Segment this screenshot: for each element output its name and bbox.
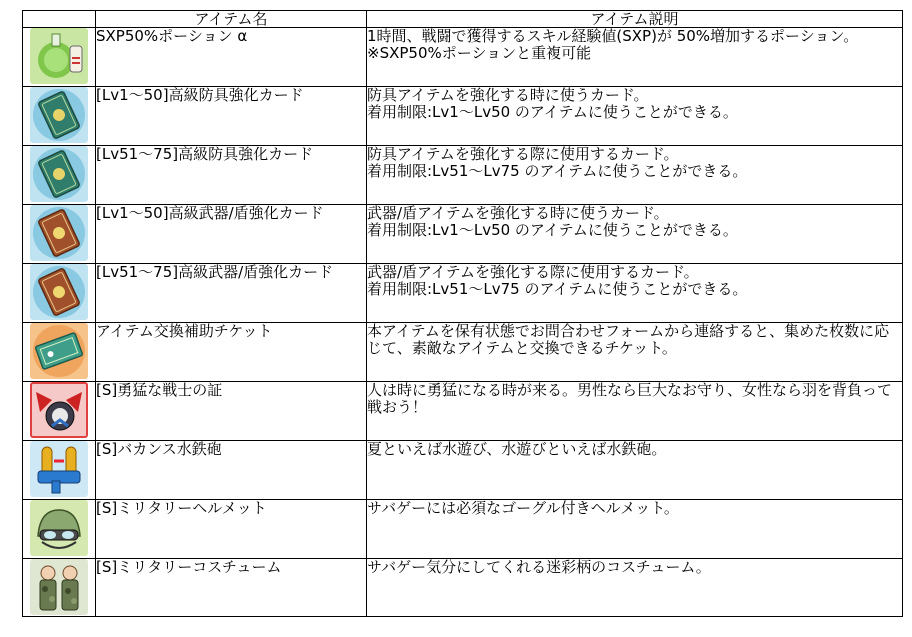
table-row bbox=[23, 146, 903, 205]
item-description: 武器/盾アイテムを強化する時に使うカード。 着用制限:Lv1～Lv50 のアイテムに使うことができる。 bbox=[367, 205, 903, 264]
potion-icon bbox=[30, 28, 88, 84]
table-row bbox=[23, 559, 903, 617]
header-icon-cell bbox=[23, 11, 96, 28]
warrior-badge-icon bbox=[30, 382, 88, 438]
item-name: [S]ミリタリーヘルメット bbox=[96, 500, 367, 559]
item-description: 夏といえば水遊び、水遊びといえば水鉄砲。 bbox=[367, 441, 903, 500]
item-description: 人は時に勇猛になる時が来る。男性なら巨大なお守り、女性なら羽を背負って戦おう！ bbox=[367, 382, 903, 441]
item-name: SXP50%ポーション α bbox=[96, 28, 367, 87]
item-description: 武器/盾アイテムを強化する際に使用するカード。 着用制限:Lv51～Lv75 のアイテムに使うことができる。 bbox=[367, 264, 903, 323]
helmet-icon bbox=[30, 500, 88, 556]
table-row bbox=[23, 323, 903, 382]
item-name: [S]バカンス水鉄砲 bbox=[96, 441, 367, 500]
header-item-description: アイテム説明 bbox=[367, 11, 903, 28]
table-row bbox=[23, 441, 903, 500]
item-name: [Lv51～75]高級防具強化カード bbox=[96, 146, 367, 205]
item-name: [S]ミリタリーコスチューム bbox=[96, 559, 367, 617]
weapon-card-icon bbox=[30, 264, 88, 320]
table-row bbox=[23, 264, 903, 323]
water-gun-icon bbox=[30, 441, 88, 497]
item-description: 本アイテムを保有状態でお問合わせフォームから連絡すると、集めた枚数に応じて、素敵なアイテムと交換できるチケット。 bbox=[367, 323, 903, 382]
table-row bbox=[23, 382, 903, 441]
header-item-name: アイテム名 bbox=[96, 11, 367, 28]
table-row bbox=[23, 87, 903, 146]
weapon-card-icon bbox=[30, 205, 88, 261]
item-name: アイテム交換補助チケット bbox=[96, 323, 367, 382]
ticket-icon bbox=[30, 323, 88, 379]
item-description: 防具アイテムを強化する際に使用するカード。 着用制限:Lv51～Lv75 のアイテムに使うことができる。 bbox=[367, 146, 903, 205]
table-header-row bbox=[23, 11, 903, 28]
item-name: [Lv51～75]高級武器/盾強化カード bbox=[96, 264, 367, 323]
item-description: 1時間、戦闘で獲得するスキル経験値(SXP)が 50%増加するポーション。※SXP50%ポーションと重複可能 bbox=[367, 28, 903, 87]
costume-icon bbox=[30, 559, 88, 615]
item-description: サバゲー気分にしてくれる迷彩柄のコスチューム。 bbox=[367, 559, 903, 617]
item-name: [Lv1～50]高級防具強化カード bbox=[96, 87, 367, 146]
item-name: [S]勇猛な戦士の証 bbox=[96, 382, 367, 441]
table-row bbox=[23, 28, 903, 87]
item-name: [Lv1～50]高級武器/盾強化カード bbox=[96, 205, 367, 264]
table-row bbox=[23, 205, 903, 264]
item-table bbox=[22, 10, 903, 617]
table-row bbox=[23, 500, 903, 559]
item-description: サバゲーには必須なゴーグル付きヘルメット。 bbox=[367, 500, 903, 559]
armor-card-icon bbox=[30, 146, 88, 202]
item-description: 防具アイテムを強化する時に使うカード。 着用制限:Lv1～Lv50 のアイテムに使うことができる。 bbox=[367, 87, 903, 146]
armor-card-icon bbox=[30, 87, 88, 143]
